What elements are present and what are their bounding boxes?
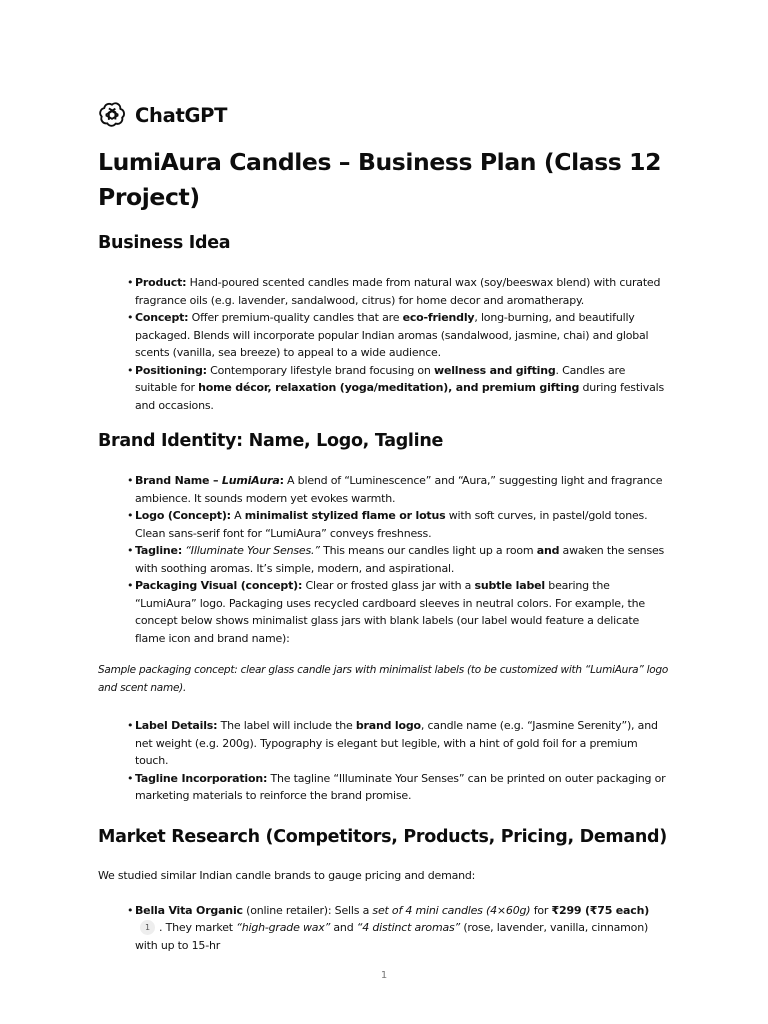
section-heading-market-research: Market Research (Competitors, Products, Pricing, Demand) (98, 826, 667, 847)
list-item: • Packaging Visual (concept): Clear or frosted glass jar with a subtle label bearing the “LumiAura” logo. Packaging uses recycled cardboard sleeves in neutral colors. For example, the concept below shows minimalist glass jars with blank labels (our label would feature a delicate flame icon and brand name): (128, 577, 670, 647)
section-heading-business-idea: Business Idea (98, 233, 231, 253)
market-intro: We studied similar Indian candle brands to gauge pricing and demand: (98, 868, 476, 882)
page-number: 1 (380, 970, 388, 981)
brand-identity-list (98, 472, 670, 647)
citation-badge[interactable]: 1 (140, 920, 155, 935)
list-item: • Tagline: “Illuminate Your Senses.” This means our candles light up a room and awaken the senses with soothing aromas. It’s simple, modern, and aspirational. (128, 542, 670, 577)
list-item: • Brand Name – LumiAura: A blend of “Luminescence” and “Aura,” suggesting light and fragrance ambience. It sounds modern yet evokes warmth. (128, 472, 670, 507)
competitor-list (98, 902, 670, 955)
section-heading-brand-identity: Brand Identity: Name, Logo, Tagline (98, 431, 444, 451)
document-page (98, 98, 670, 954)
openai-logo-icon (98, 101, 126, 129)
document-title: LumiAura Candles – Business Plan (Class 12 Project) (98, 148, 662, 211)
list-item: • Product: Hand-poured scented candles made from natural wax (soy/beeswax blend) with curated fragrance oils (e.g. lavender, sandalwood, citrus) for home decor and aromatherapy. (128, 274, 670, 309)
image-caption: Sample packaging concept: clear glass candle jars with minimalist labels (to be customized with “LumiAura” logo and scent name). (98, 664, 669, 694)
list-item: • Concept: Offer premium-quality candles that are eco-friendly, long-burning, and beautifully packaged. Blends will incorporate popular Indian aromas (sandalwood, jasmine, chai) and global scents (vanilla, sea breeze) to appeal to a wide audience. (128, 309, 670, 362)
list-item: • Label Details: The label will include the brand logo, candle name (e.g. “Jasmine Serenity”), and net weight (e.g. 200g). Typography is elegant but legible, with a hint of gold foil for a premium touch. (128, 717, 670, 770)
list-item: • Positioning: Contemporary lifestyle brand focusing on wellness and gifting. Candles are suitable for home décor, relaxation (yoga/meditation), and premium gifting during festivals and occasions. (128, 362, 670, 415)
header (98, 98, 670, 132)
list-item: • Bella Vita Organic (online retailer): Sells a set of 4 mini candles (4×60g) for ₹299 (₹75 each)1 . They market “high-grade wax” and “4 distinct aromas” (rose, lavender, vanilla, cinnamon) with up to 15-hr (128, 902, 670, 955)
business-idea-list (98, 274, 670, 414)
list-item: • Logo (Concept): A minimalist stylized flame or lotus with soft curves, in pastel/gold tones. Clean sans-serif font for “LumiAura” conveys freshness. (128, 507, 670, 542)
list-item: • Tagline Incorporation: The tagline “Illuminate Your Senses” can be printed on outer packaging or marketing materials to reinforce the brand promise. (128, 770, 670, 805)
label-details-list (98, 717, 670, 805)
brand-name: ChatGPT (135, 103, 228, 127)
